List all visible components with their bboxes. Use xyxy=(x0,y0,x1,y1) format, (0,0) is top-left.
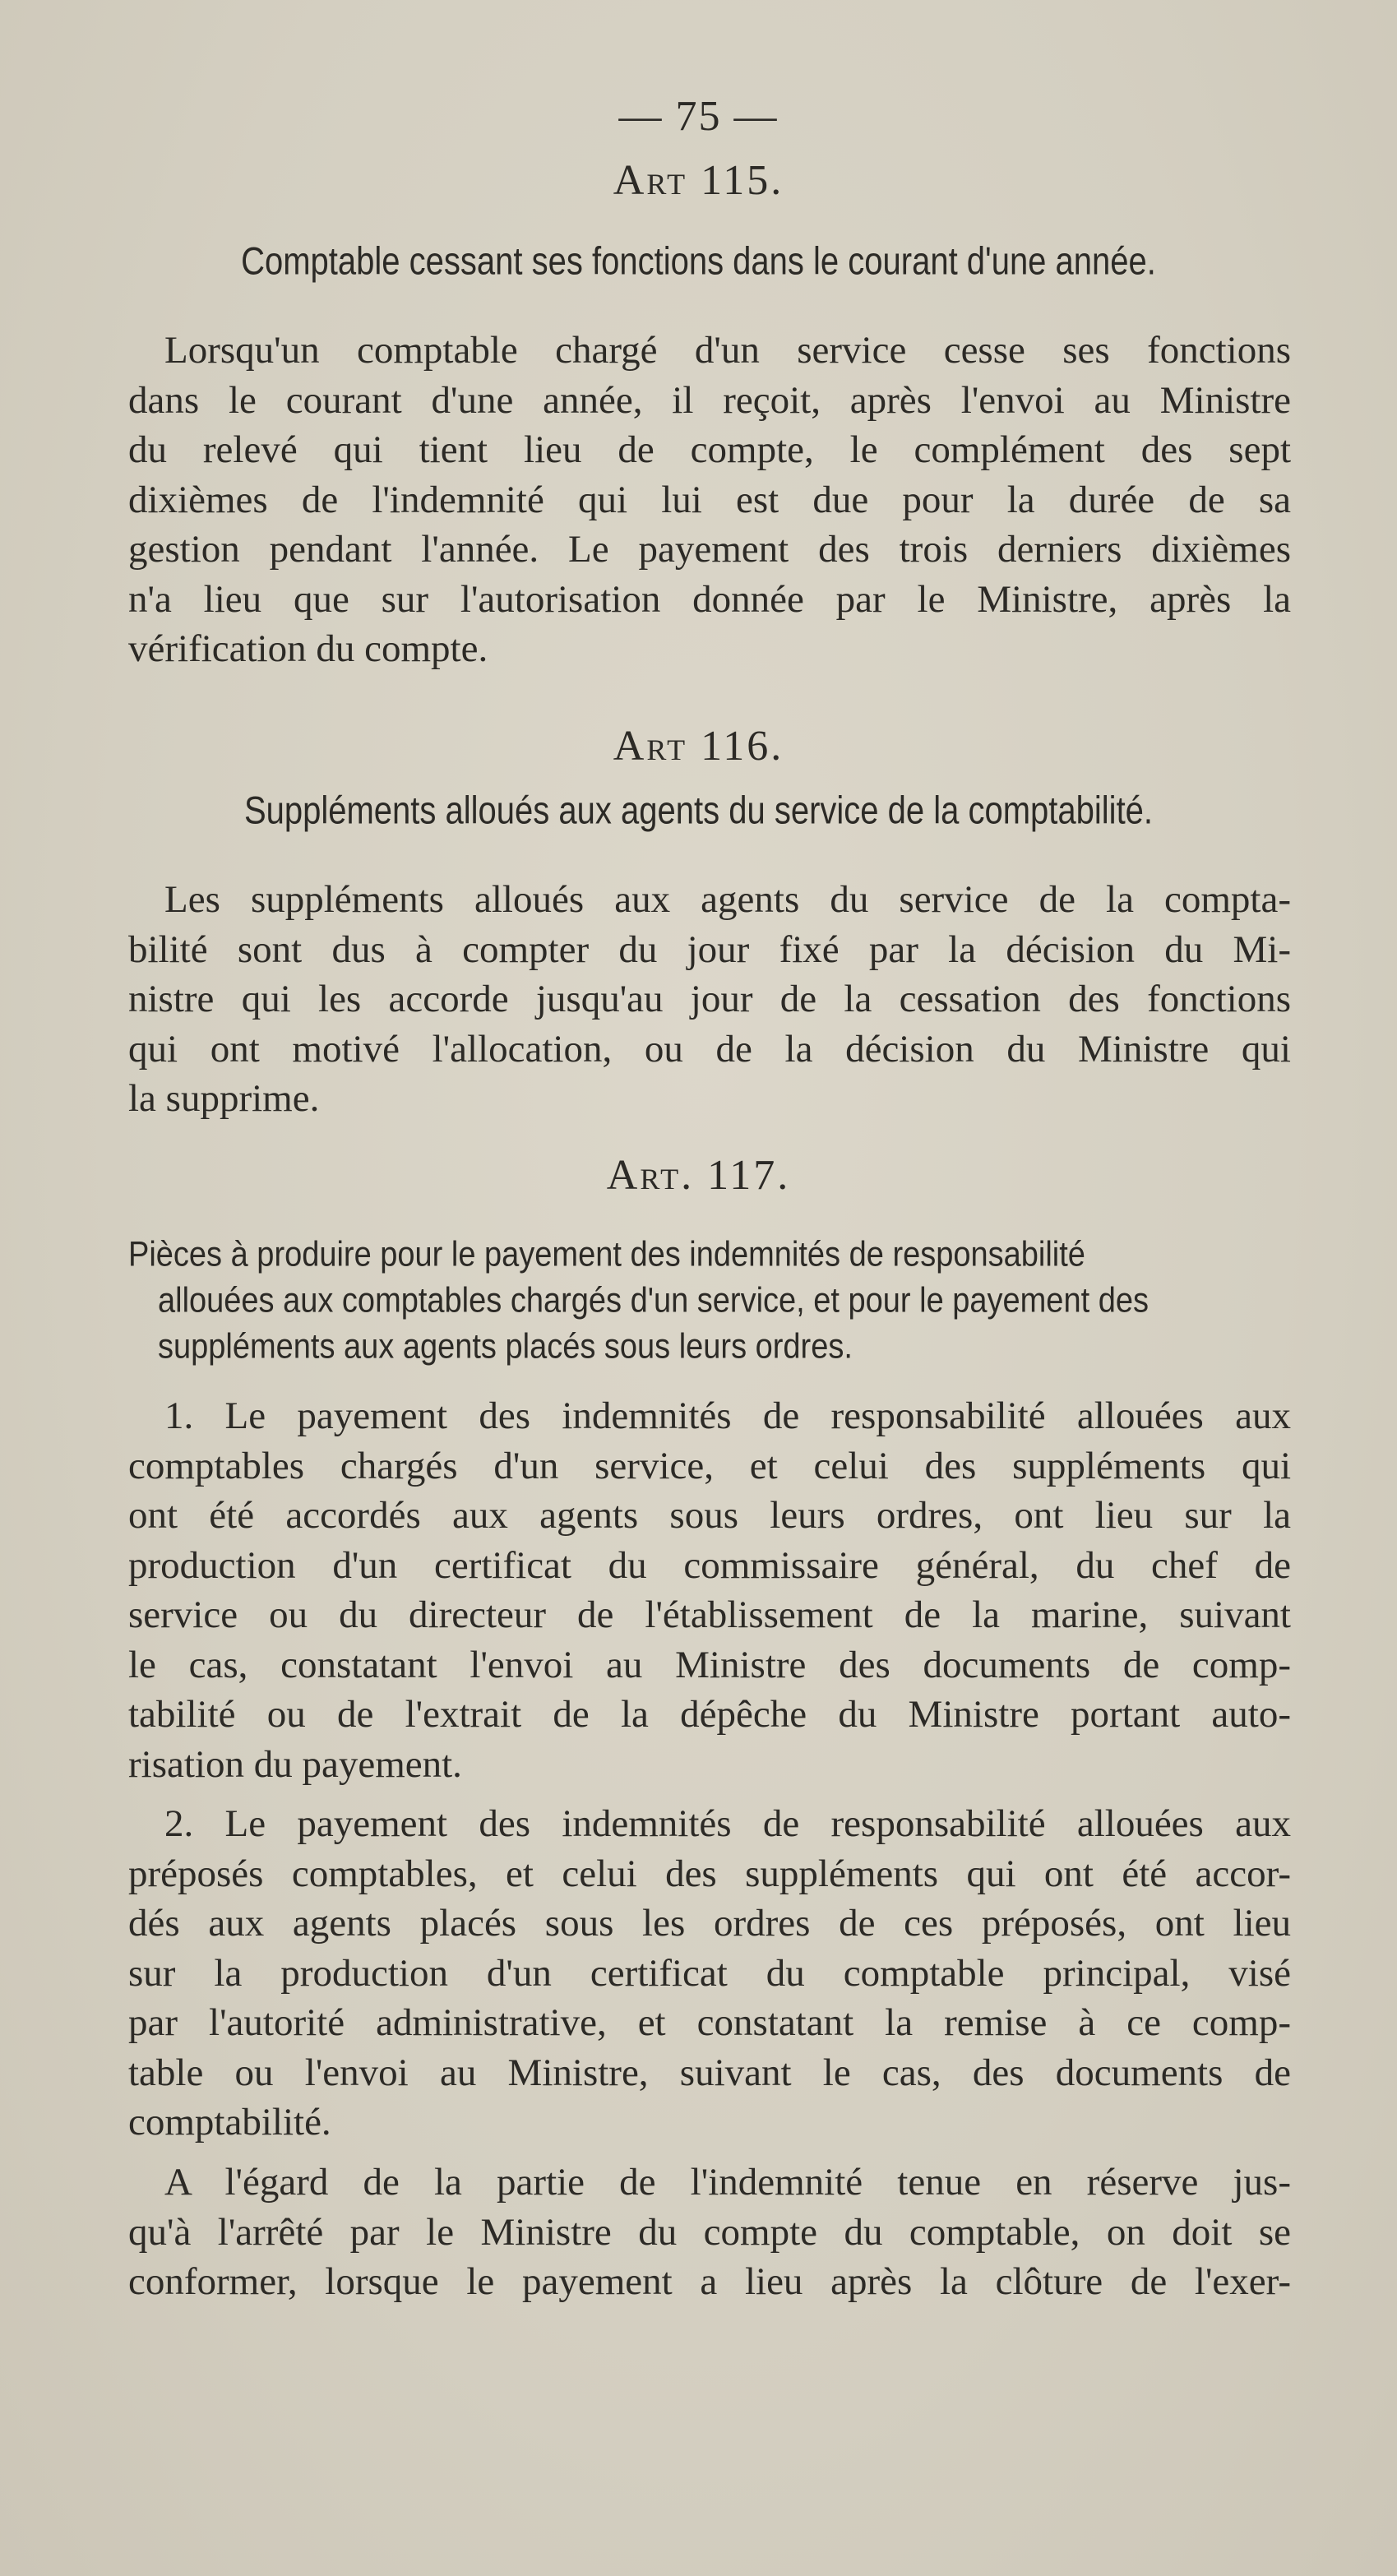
text-line: tabilité ou de l'extrait de la dépêche du Ministre portant auto- xyxy=(128,1693,1291,1736)
article-117-paragraph-3 xyxy=(128,2157,1291,2307)
subheading-line: allouées aux comptables chargés d'un service, et pour le payement des xyxy=(158,1281,1149,1320)
text-line: ont été accordés aux agents sous leurs ordres, ont lieu sur la xyxy=(128,1494,1291,1537)
subheading-line: suppléments aux agents placés sous leurs ordres. xyxy=(158,1327,853,1367)
article-115-subheading: Comptable cessant ses fonctions dans le courant d'une année. xyxy=(241,240,1156,283)
article-116-paragraph xyxy=(128,875,1291,1124)
text-line: production d'un certificat du commissaire général, du chef de xyxy=(128,1543,1291,1587)
text-line: Les suppléments alloués aux agents du service de la compta- xyxy=(164,878,1291,921)
text-line: vérification du compte. xyxy=(128,627,488,670)
text-line: du relevé qui tient lieu de compte, le complément des sept xyxy=(128,428,1291,471)
text-line: 1. Le payement des indemnités de responsabilité allouées aux xyxy=(164,1394,1291,1437)
text-line: n'a lieu que sur l'autorisation donnée par le Ministre, après la xyxy=(128,577,1291,621)
article-117-heading: Art. 117. xyxy=(606,1152,791,1199)
article-117-subheading xyxy=(128,1232,1296,1370)
article-117-paragraph-1 xyxy=(128,1391,1291,1789)
text-line: conformer, lorsque le payement a lieu après la clôture de l'exer- xyxy=(128,2260,1291,2303)
text-line: la supprime. xyxy=(128,1077,320,1120)
article-115-heading: Art 115. xyxy=(613,157,784,204)
text-line: sur la production d'un certificat du comptable principal, visé xyxy=(128,1951,1291,1995)
article-117-paragraph-2 xyxy=(128,1799,1291,2148)
text-line: Lorsqu'un comptable chargé d'un service cesse ses fonctions xyxy=(164,329,1291,372)
article-116-subheading: Suppléments alloués aux agents du service de la comptabilité. xyxy=(243,789,1154,832)
text-line: table ou l'envoi au Ministre, suivant le cas, des documents de xyxy=(128,2051,1291,2094)
text-line: 2. Le payement des indemnités de responsabilité allouées aux xyxy=(164,1802,1291,1845)
text-line: risation du payement. xyxy=(128,1742,462,1786)
text-line: le cas, constatant l'envoi au Ministre des documents de comp- xyxy=(128,1643,1291,1686)
subheading-line: Pièces à produire pour le payement des indemnités de responsabilité xyxy=(128,1235,1085,1274)
text-line: qu'à l'arrêté par le Ministre du compte du comptable, on doit se xyxy=(128,2210,1291,2254)
text-line: bilité sont dus à compter du jour fixé par la décision du Mi- xyxy=(128,927,1291,971)
text-line: comptabilité. xyxy=(128,2101,331,2144)
text-line: par l'autorité administrative, et constatant la remise à ce comp- xyxy=(128,2001,1291,2044)
article-116-heading: Art 116. xyxy=(613,723,784,770)
text-line: dixièmes de l'indemnité qui lui est due pour la durée de sa xyxy=(128,478,1291,521)
text-line: dans le courant d'une année, il reçoit, après l'envoi au Ministre xyxy=(128,378,1291,422)
text-line: gestion pendant l'année. Le payement des trois derniers dixièmes xyxy=(128,528,1291,571)
text-line: comptables chargés d'un service, et celui des suppléments qui xyxy=(128,1444,1291,1487)
text-line: qui ont motivé l'allocation, ou de la décision du Ministre qui xyxy=(128,1027,1291,1071)
text-line: dés aux agents placés sous les ordres de ces préposés, ont lieu xyxy=(128,1902,1291,1945)
page-number: — 75 — xyxy=(618,93,779,140)
text-line: service ou du directeur de l'établissement de la marine, suivant xyxy=(128,1593,1291,1636)
text-line: préposés comptables, et celui des suppléments qui ont été accor- xyxy=(128,1852,1291,1895)
text-line: nistre qui les accorde jusqu'au jour de la cessation des fonctions xyxy=(128,978,1291,1020)
text-line: A l'égard de la partie de l'indemnité tenue en réserve jus- xyxy=(164,2161,1291,2204)
article-115-paragraph xyxy=(128,326,1291,674)
